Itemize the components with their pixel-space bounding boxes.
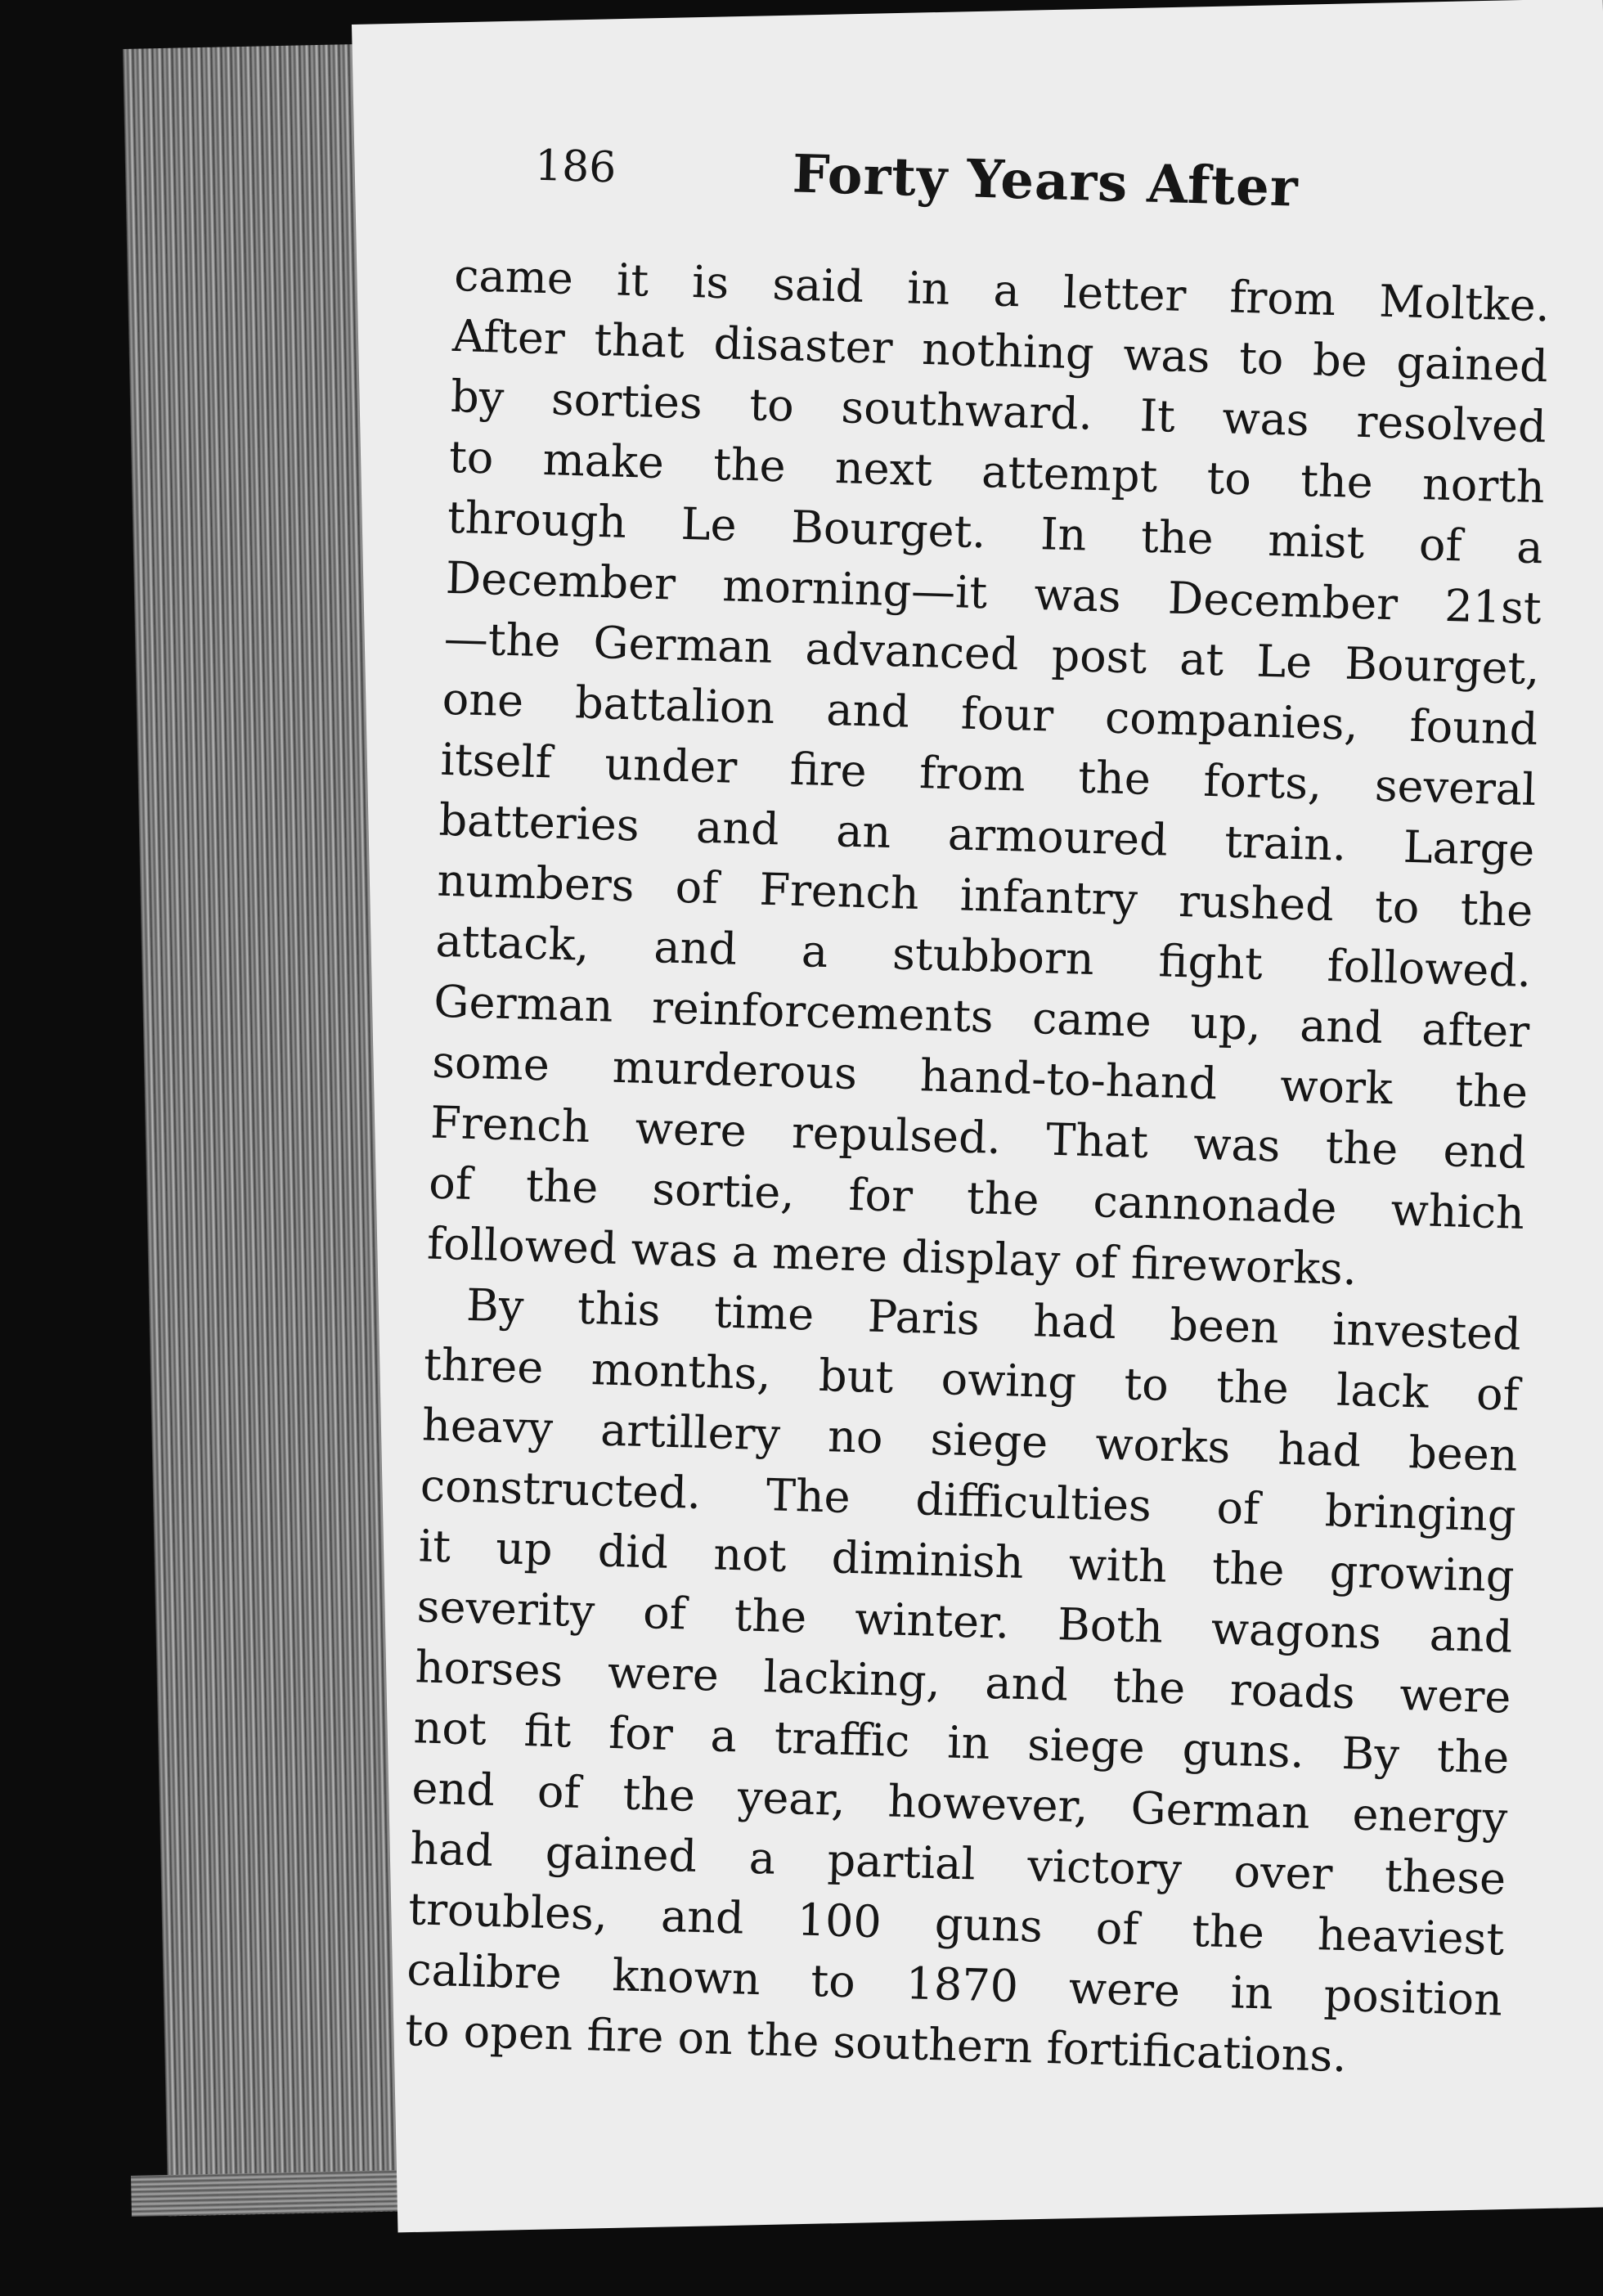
text-line: by sorties to southward. It was resolved bbox=[450, 370, 1547, 453]
running-title: Forty Years After bbox=[791, 143, 1300, 219]
text-line: of the sortie, for the cannonade which bbox=[428, 1157, 1525, 1239]
text-line: batteries and an armoured train. Large bbox=[438, 793, 1536, 877]
text-line: numbers of French infantry rushed to the bbox=[436, 854, 1534, 937]
text-line: to open fire on the southern fortifications. bbox=[404, 2004, 1348, 2083]
text-line: some murderous hand-to-hand work the bbox=[431, 1036, 1529, 1118]
text-line: French were repulsed. That was the end bbox=[429, 1096, 1527, 1179]
text-line: one battalion and four companies, found bbox=[442, 672, 1539, 756]
text-line: it up did not diminish with the growing bbox=[418, 1520, 1515, 1602]
text-line: troubles, and 100 guns of the heaviest bbox=[407, 1883, 1505, 1966]
page-text-block bbox=[404, 139, 1553, 2091]
text-line: came it is said in a letter from Moltke. bbox=[453, 249, 1551, 332]
paragraph bbox=[426, 245, 1551, 1305]
text-line: horses were lacking, and the roads were bbox=[414, 1641, 1512, 1723]
text-line: not fit for a traffic in siege guns. By the bbox=[412, 1701, 1511, 1784]
text-line: After that disaster nothing was to be gained bbox=[451, 309, 1549, 393]
body-text bbox=[404, 245, 1550, 2092]
text-line: to make the next attempt to the north bbox=[448, 430, 1546, 514]
text-line: three months, but owing to the lack of bbox=[423, 1338, 1520, 1421]
text-line: constructed. The difficulties of bringing bbox=[420, 1459, 1517, 1542]
text-line: followed was a mere display of fireworks. bbox=[426, 1217, 1358, 1296]
text-line: December morning—it was December 21st bbox=[445, 551, 1542, 635]
text-line: through Le Bourget. In the mist of a bbox=[447, 491, 1544, 574]
text-line: attack, and a stubborn fight followed. bbox=[434, 914, 1532, 998]
text-line: itself under fire from the forts, several bbox=[439, 733, 1538, 816]
text-line: German reinforcements came up, and after bbox=[433, 975, 1530, 1058]
text-line: severity of the winter. Both wagons and bbox=[416, 1580, 1514, 1663]
paragraph bbox=[404, 1274, 1521, 2091]
text-line: end of the year, however, German energy bbox=[411, 1762, 1509, 1844]
text-line: By this time Paris had been invested bbox=[465, 1278, 1522, 1360]
page-number: 186 bbox=[534, 141, 617, 193]
text-line: had gained a partial victory over these bbox=[409, 1822, 1506, 1905]
text-line: —the German advanced post at Le Bourget, bbox=[443, 612, 1541, 695]
text-line: heavy artillery no siege works had been bbox=[421, 1399, 1519, 1481]
text-line: calibre known to 1870 were in position bbox=[406, 1943, 1503, 2026]
